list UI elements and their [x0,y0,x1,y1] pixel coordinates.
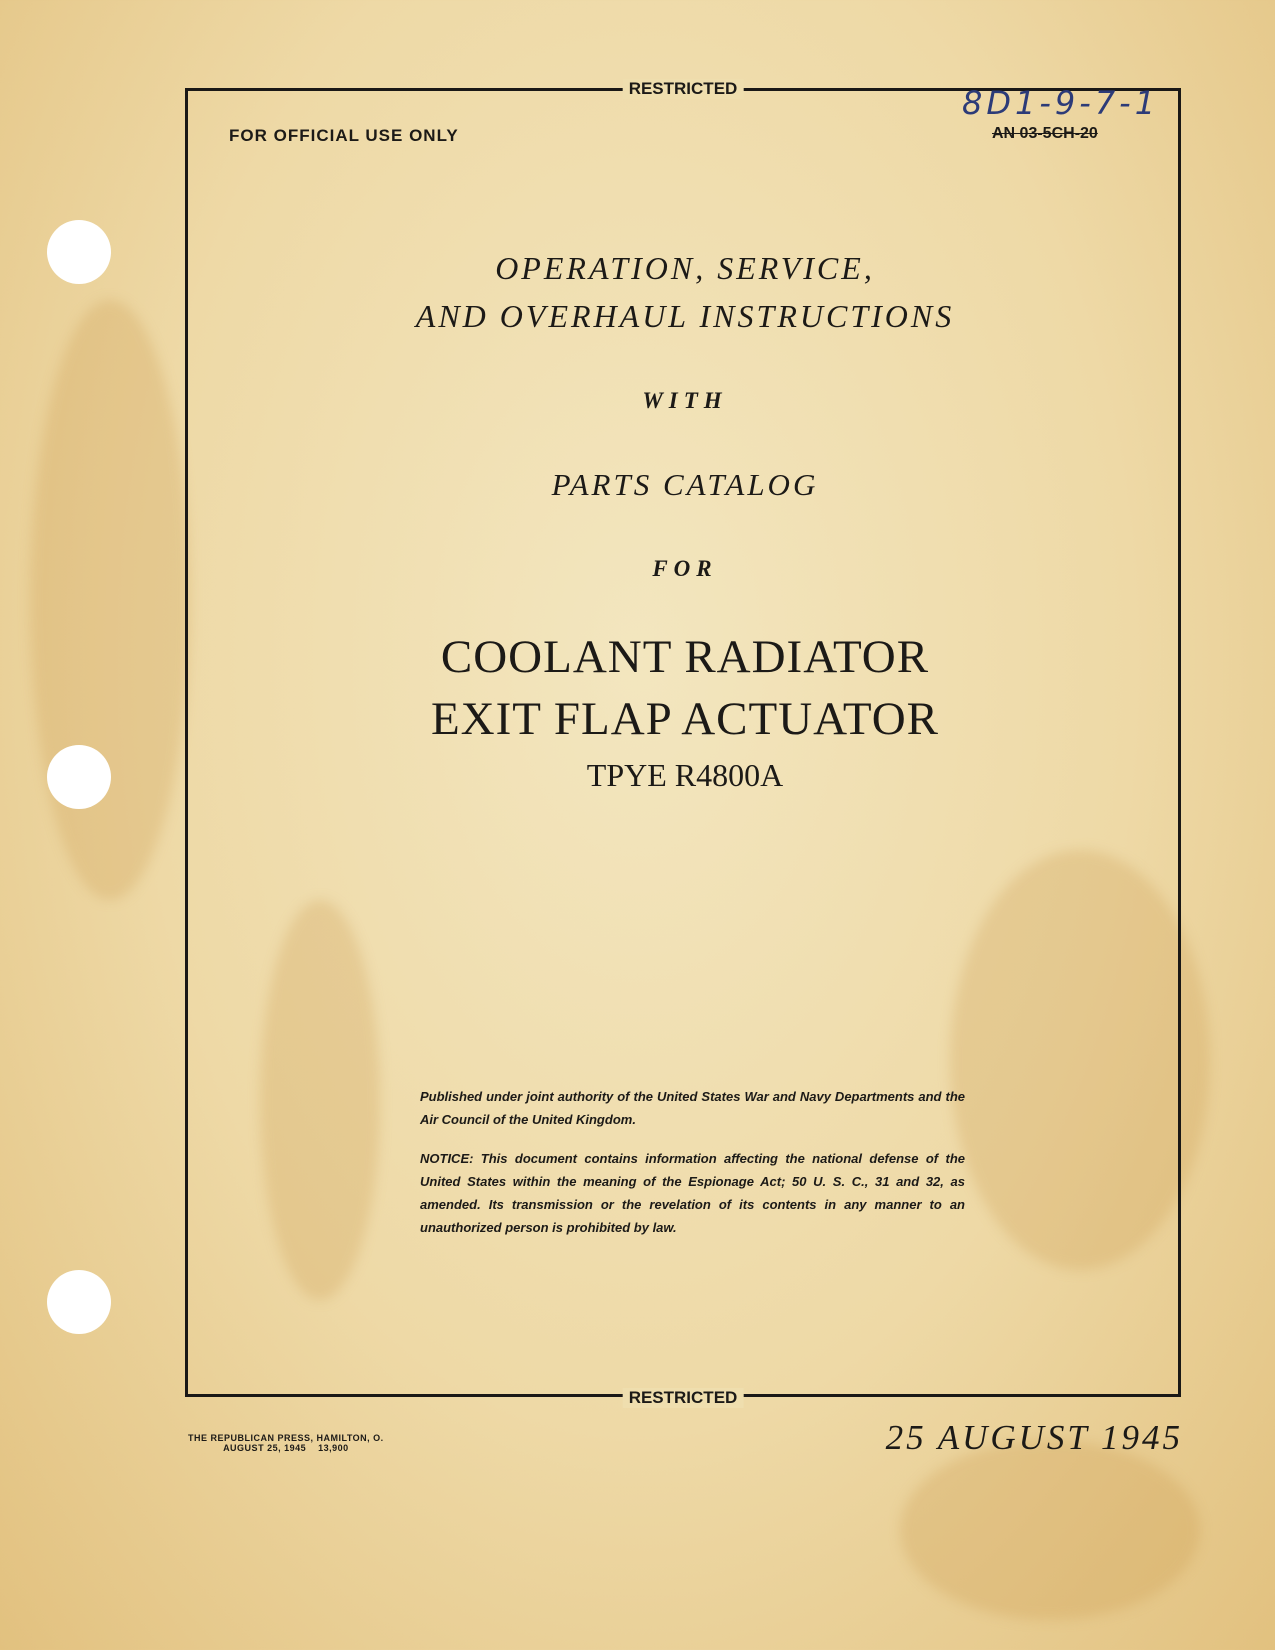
type-designation: TPYE R4800A [586,757,784,793]
title-line-1: OPERATION, SERVICE, [495,250,875,286]
punch-hole [47,1270,111,1334]
subject-line-1: COOLANT RADIATOR [440,631,930,683]
printer-line-2: AUGUST 25, 1945 13,900 [223,1443,349,1453]
publication-date: 25 AUGUST 1945 [885,1418,1183,1457]
struck-number: AN 03-5CH-20 [992,125,1098,142]
printer-line-1: THE REPUBLICAN PRESS, HAMILTON, O. [188,1433,384,1443]
classification-bottom: RESTRICTED [623,1388,744,1408]
authority-statement: Published under joint authority of the United States War and Navy Departments and the Air Council of the United Kingdom. [420,1089,965,1127]
title-parts-catalog: PARTS CATALOG [551,467,819,502]
classification-top: RESTRICTED [623,79,744,99]
subject-line-2: EXIT FLAP ACTUATOR [430,693,940,745]
official-use-label: FOR OFFICIAL USE ONLY [229,126,459,145]
title-with: WITH [642,388,728,413]
stain [900,1440,1200,1620]
title-line-2: AND OVERHAUL INSTRUCTIONS [415,298,955,334]
printer-imprint [188,1433,384,1453]
title-for: FOR [652,556,718,581]
espionage-notice: NOTICE: This document contains information affecting the national defense of the United States within the meaning of the Espionage Act; 50 U. S. C., 31 and 32, as amended. Its transmission or the revelation of its contents in any manner to an unauthorized person is prohibited by law. [420,1151,965,1235]
notices-block [420,1085,965,1255]
handwritten-number: 8D1-9-7-1 [962,84,1160,122]
